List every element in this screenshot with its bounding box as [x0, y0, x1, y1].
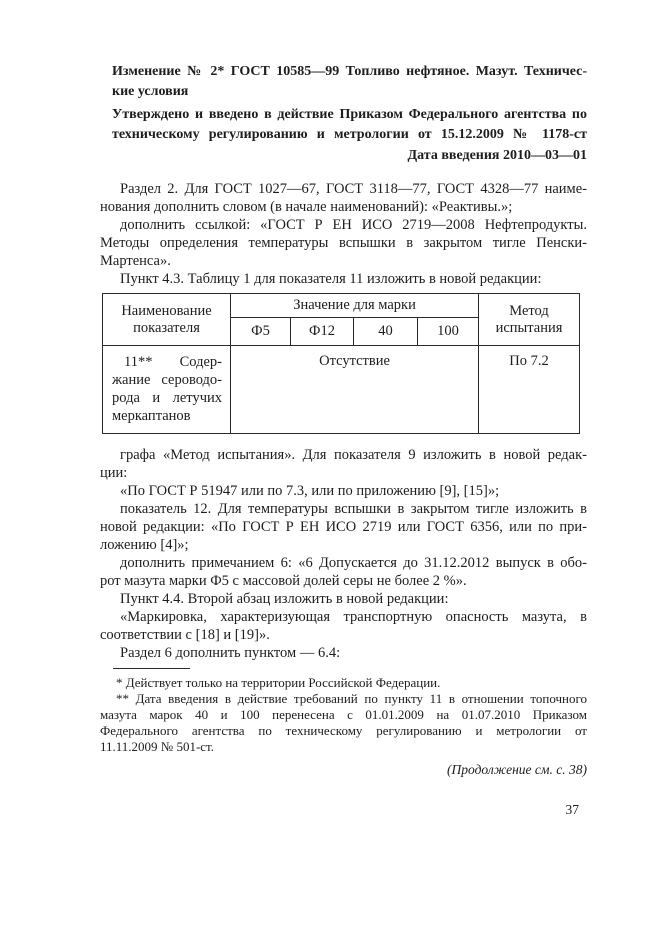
table-row — [103, 346, 580, 434]
text-line: рода и летучих — [112, 390, 222, 406]
text-line: «Маркировка, характеризующая транспортную опасность мазута, в — [120, 609, 587, 625]
text-line: показатель 12. Для температуры вспышки в закрытом тигле изложить в — [120, 501, 587, 517]
page-content — [100, 62, 587, 818]
text-line: графа «Метод испытания». Для показателя 9 изложить в новой редак- — [120, 447, 587, 463]
table-header-row-1 — [103, 294, 580, 318]
text-line: техническому регулированию и метрологии от 15.12.2009 № 1178-ст — [112, 127, 587, 142]
text-line: ции: — [100, 465, 128, 481]
footnotes-block — [100, 668, 587, 755]
col-header-test-method — [479, 294, 580, 346]
text-line: Утверждено и введено в действие Приказом Федерального агентства по — [112, 107, 587, 122]
col-header-line: Наименование — [121, 302, 212, 319]
text-line: ** Дата введения в действие требований по пункту 11 в отношении топочного — [116, 691, 587, 706]
text-line: соответствии с [18] и [19]». — [100, 627, 270, 643]
col-header-line: Метод — [509, 302, 549, 319]
text-line: рот мазута марки Ф5 с массовой долей серы не более 2 %». — [100, 573, 467, 589]
text-line: Пункт 4.3. Таблицу 1 для показателя 11 изложить в новой редакции: — [120, 271, 542, 287]
indicator-name-cell — [103, 346, 231, 434]
indicator-table — [102, 293, 580, 434]
col-header-value-group: Значение для марки — [231, 294, 479, 318]
text-line: Пункт 4.4. Второй абзац изложить в новой редакции: — [120, 591, 449, 607]
text-line: дополнить примечанием 6: «6 Допускается до 31.12.2012 выпуск в обо- — [120, 555, 587, 571]
indicator-value-cell: Отсутствие — [231, 346, 479, 434]
text-line: ложению [4]»; — [100, 537, 189, 553]
text-line: Раздел 6 дополнить пунктом — 6.4: — [120, 645, 341, 661]
text-line: Раздел 2. Для ГОСТ 1027—67, ГОСТ 3118—77, ГОСТ 4328—77 наиме- — [120, 181, 587, 197]
text-line: мазута марок 40 и 100 перенесена с 01.01.2009 на 01.07.2010 Приказом — [100, 707, 587, 722]
text-line: * Действует только на территории Российской Федерации. — [116, 675, 441, 690]
footnote-separator-rule — [113, 668, 190, 669]
col-header-line: показателя — [133, 319, 200, 336]
text-line: 11.11.2009 № 501-ст. — [100, 739, 214, 754]
text-line: новой редакции: «По ГОСТ Р ЕН ИСО 2719 или ГОСТ 6356, или по при- — [100, 519, 587, 535]
text-line: жание сероводо- — [112, 372, 222, 388]
amendment-section-1 — [100, 180, 587, 288]
text-line: Изменение № 2* ГОСТ 10585—99 Топливо нефтяное. Мазут. Техничес- — [112, 64, 587, 79]
document-header — [112, 62, 587, 166]
text-line: Федерального агентства по техническому регулированию и метрологии от — [100, 723, 587, 738]
mark-40: 40 — [354, 318, 418, 346]
text-line: меркаптанов — [112, 408, 191, 424]
test-method-cell: По 7.2 — [479, 346, 580, 434]
col-header-indicator-name — [103, 294, 231, 346]
text-line: Мартенса». — [100, 253, 171, 269]
mark-f5: Ф5 — [231, 318, 291, 346]
amendment-section-2 — [100, 446, 587, 662]
text-line: 11** Содер- — [124, 354, 222, 370]
col-header-line: испытания — [495, 319, 563, 336]
footnote-text — [100, 675, 587, 755]
approval-statement — [112, 105, 587, 145]
effective-date: Дата введения 2010—03—01 — [407, 148, 587, 163]
continuation-note: (Продолжение см. с. 38) — [447, 762, 587, 777]
text-line: кие условия — [112, 84, 189, 99]
text-line: дополнить ссылкой: «ГОСТ Р ЕН ИСО 2719—2008 Нефтепродукты. — [120, 217, 587, 233]
mark-100: 100 — [418, 318, 479, 346]
mark-f12: Ф12 — [291, 318, 354, 346]
text-line: нования дополнить словом (в начале наименований): «Реактивы.»; — [100, 199, 513, 215]
page-number: 37 — [565, 802, 579, 817]
text-line: «По ГОСТ Р 51947 или по 7.3, или по приложению [9], [15]»; — [120, 483, 500, 499]
amendment-title — [112, 62, 587, 102]
text-line: Методы определения температуры вспышки в закрытом тигле Пенски- — [100, 235, 587, 251]
